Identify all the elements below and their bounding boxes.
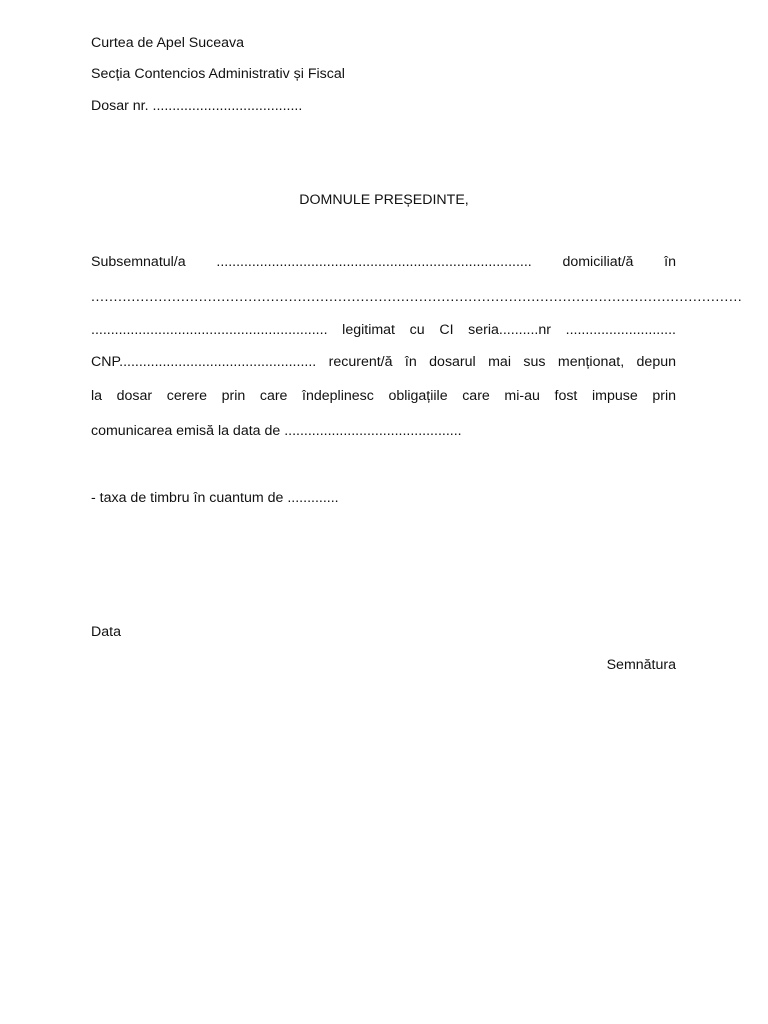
body-line-1: Subsemnatul/a ................................................................................ domiciliat/ă în <box>91 254 676 270</box>
body-line-2: ................................................................................................................................................. <box>91 289 743 305</box>
body-line-6: comunicarea emisă la data de ............................................. <box>91 423 462 439</box>
court-section: Secția Contencios Administrativ și Fiscal <box>91 66 345 82</box>
body-line-3: ............................................................ legitimat cu CI seria..........nr ............................ <box>91 322 676 338</box>
body-line-5: la dosar cerere prin care îndeplinesc obligațiile care mi-au fost impuse prin <box>91 388 676 404</box>
body-line-4: CNP.................................................. recurent/ă în dosarul mai sus menționat, depun <box>91 354 676 370</box>
file-number: Dosar nr. ...................................... <box>91 98 303 114</box>
tax-line: - taxa de timbru în cuantum de ............. <box>91 490 339 506</box>
document-title: DOMNULE PREȘEDINTE, <box>299 192 469 208</box>
date-label: Data <box>91 624 121 640</box>
court-name: Curtea de Apel Suceava <box>91 35 245 51</box>
signature-label: Semnătura <box>606 657 676 673</box>
